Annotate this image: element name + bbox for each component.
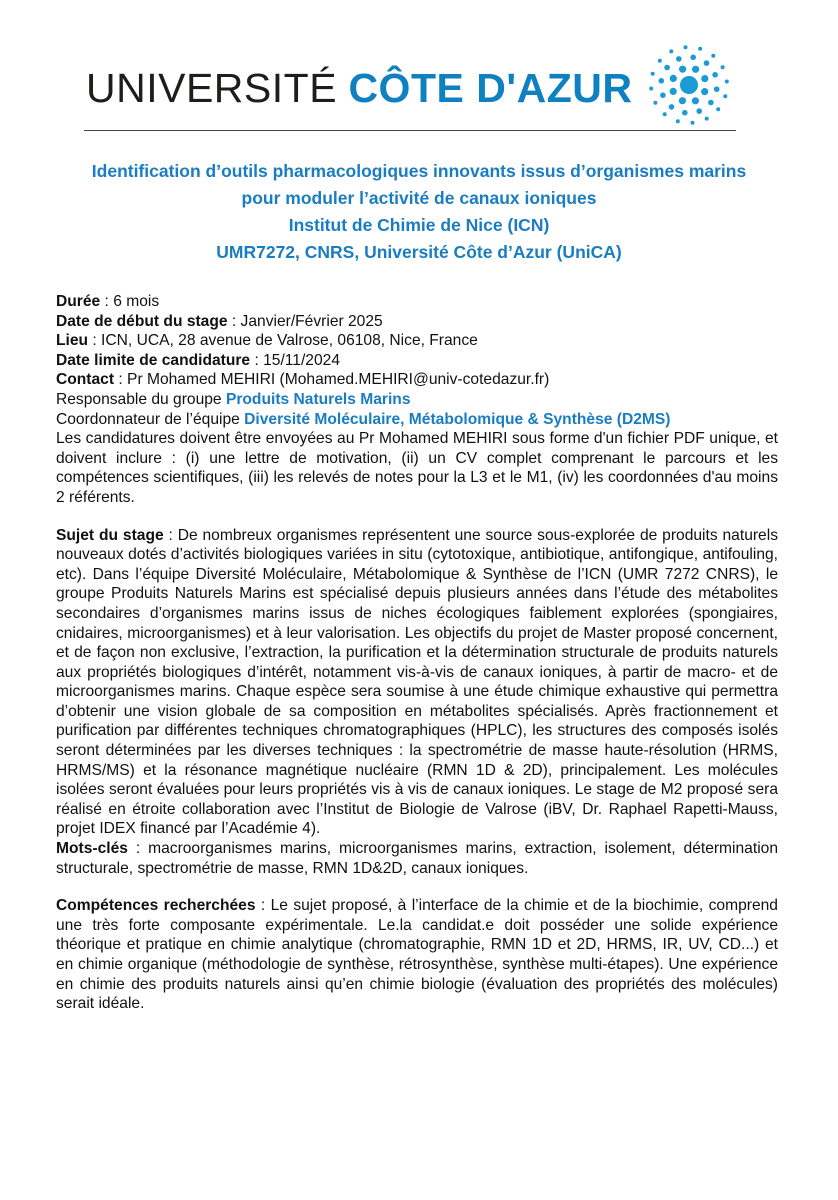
limite-value: : 15/11/2024 (250, 351, 340, 369)
document-title (40, 158, 798, 266)
mots-cles-paragraph (56, 839, 778, 878)
debut-label: Date de début du stage (56, 312, 228, 330)
dotted-sphere-icon (644, 40, 734, 130)
document-body (56, 292, 778, 1014)
info-date-debut (56, 312, 778, 332)
mots-cles-label: Mots-clés (56, 840, 128, 858)
title-line-3: Institut de Chimie de Nice (ICN) (288, 215, 550, 235)
coordonnateur-prefix: Coordonnateur de l’équipe (56, 410, 245, 428)
competences-paragraph (56, 896, 778, 1014)
sujet-paragraph (56, 526, 778, 840)
competences-text: : Le sujet proposé, à l’interface de la chimie et de la biochimie, comprend une très forte composante expérimentale. Le.la candidat.e doit posséder une solide expérience théorique et pratique en chimie analytique (chromatographie, RMN 1D et 2D, HRMS, IR, UV, CD...) et en chimie organique (méthodologie de synthèse, rétrosynthèse, synthèse multi-étapes). Une expérience en chimie des produits naturels ainsi qu’en chimie biologie (évaluation des propriétés des molécules) serait idéale. (56, 897, 778, 1013)
info-duree (56, 292, 778, 312)
candidatures-paragraph: Les candidatures doivent être envoyées au Pr Mohamed MEHIRI sous forme d'un fichier PDF unique, et doivent inclure : (i) une lettre de motivation, (ii) un CV complet comprenant le parcours et les compétences scientifiques, (iii) les relevés de notes pour la L3 et le M1, (iv) les coordonnées d'au moins 2 référents. (56, 430, 778, 506)
coordonnateur-team: Diversité Moléculaire, Métabolomique & Synthèse (D2MS) (244, 410, 671, 428)
sujet-text: : De nombreux organismes représentent une source sous-explorée de produits naturels nouveaux dotés d’activités biologiques variées in situ (cytotoxique, antibiotique, antifongique, antifouling, etc). Dans l’équipe Diversité Moléculaire, Métabolomique & Synthèse de l’ICN (UMR 7272 CNRS), le groupe Produits Naturels Marins est spécialisé depuis plusieurs années dans l’étude des métabolites secondaires d’organismes marins issus de niches écologiques faiblement explorées (spongiaires, cnidaires, microorganismes) et à leur valorisation. Les objectifs du projet de Master proposé concernent, et de façon non exclusive, l’extraction, la purification et la détermination structurale de produits naturels aux propriétés biologiques d’intérêt, notamment vis-à-vis de canaux ioniques, à partir de macro- et de microorganismes marins. Chaque espèce sera soumise à une étude chimique exhaustive qui permettra d’obtenir une vision globale de sa composition en métabolites spécialisés. Après fractionnement et purification par différentes techniques chromatographiques (HPLC), les structures des composés isolés seront déterminées par les diverses techniques : la spectrométrie de masse haute-résolution (HRMS, HRMS/MS) et la résonance magnétique nucléaire (RMN 1D & 2D), principalement. Les molécules isolées seront évaluées pour leurs propriétés vis à vis de canaux ioniques. Le stage de M2 proposé sera réalisé en étroite collaboration avec l’Institut de Biologie de Valrose (iBV, Dr. Raphael Rapetti-Mauss, projet IDEX financé par l’Académie 4). (56, 526, 778, 838)
lieu-value: : ICN, UCA, 28 avenue de Valrose, 06108, Nice, France (88, 332, 478, 350)
sujet-label: Sujet du stage (56, 526, 164, 544)
mots-cles-text: : macroorganismes marins, microorganismes marins, extraction, isolement, détermination structurale, spectrométrie de masse, RMN 1D&2D, canaux ioniques. (56, 840, 778, 877)
logo-word-universite: UNIVERSITÉ (86, 65, 338, 111)
info-lieu (56, 331, 778, 351)
info-date-limite (56, 351, 778, 371)
info-coordonnateur (56, 410, 778, 430)
title-line-2: pour moduler l’activité de canaux ioniques (241, 188, 597, 208)
university-header (84, 40, 736, 132)
competences-label: Compétences recherchées (56, 897, 256, 915)
title-line-4: UMR7272, CNRS, Université Côte d’Azur (UniCA) (216, 242, 622, 262)
contact-value: : Pr Mohamed MEHIRI (Mohamed.MEHIRI@univ-cotedazur.fr) (114, 371, 550, 389)
limite-label: Date limite de candidature (56, 351, 251, 369)
logo-word-cote-dazur: CÔTE D'AZUR (348, 65, 633, 111)
university-logo-text (86, 65, 633, 111)
debut-value: : Janvier/Février 2025 (227, 312, 383, 330)
duree-label: Durée (56, 293, 101, 310)
info-contact (56, 370, 778, 390)
header-divider (84, 130, 736, 131)
lieu-label: Lieu (56, 332, 89, 350)
responsable-prefix: Responsable du groupe (56, 390, 226, 408)
info-responsable (56, 390, 778, 410)
duree-value: : 6 mois (100, 293, 160, 310)
title-line-1: Identification d’outils pharmacologiques innovants issus d’organismes marins (91, 161, 747, 181)
contact-label: Contact (56, 371, 115, 389)
responsable-group: Produits Naturels Marins (225, 390, 411, 408)
